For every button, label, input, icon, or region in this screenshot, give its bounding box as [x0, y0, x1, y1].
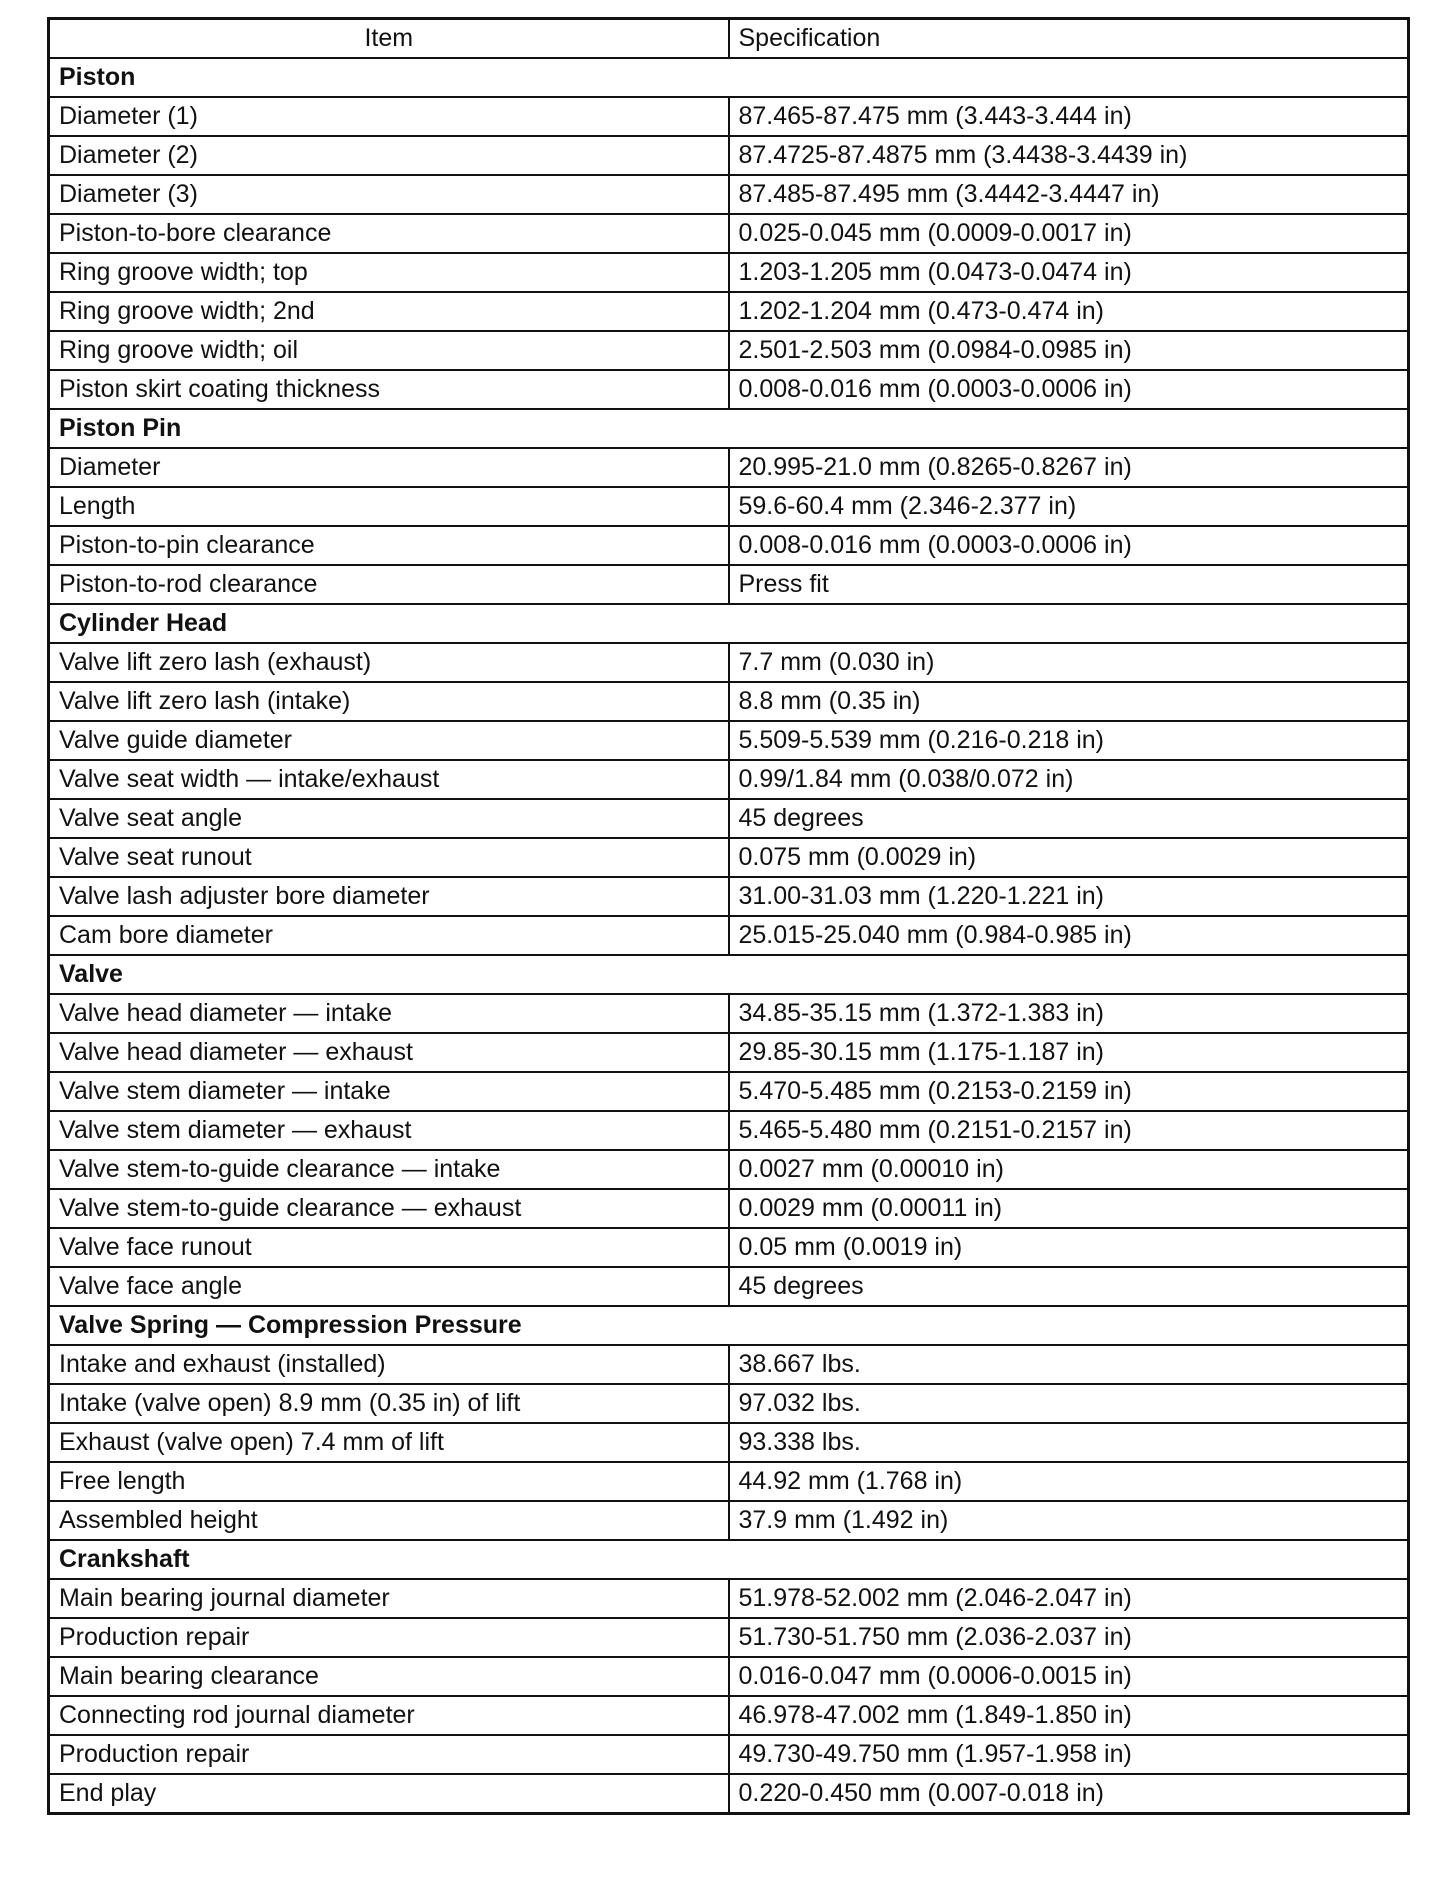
- header-row: [49, 19, 1409, 59]
- item-cell: Valve lift zero lash (exhaust): [49, 643, 729, 682]
- specification-cell: 2.501-2.503 mm (0.0984-0.0985 in): [729, 331, 1409, 370]
- specification-table: [47, 17, 1410, 1815]
- specification-cell: 97.032 lbs.: [729, 1384, 1409, 1423]
- section-row: [49, 409, 1409, 448]
- table-row: [49, 97, 1409, 136]
- section-heading: Piston Pin: [49, 409, 1409, 448]
- table-row: [49, 760, 1409, 799]
- specification-cell: 37.9 mm (1.492 in): [729, 1501, 1409, 1540]
- item-cell: Piston-to-pin clearance: [49, 526, 729, 565]
- item-cell: Connecting rod journal diameter: [49, 1696, 729, 1735]
- table-row: [49, 838, 1409, 877]
- item-cell: Valve stem-to-guide clearance — exhaust: [49, 1189, 729, 1228]
- table-row: [49, 1111, 1409, 1150]
- table-row: [49, 1579, 1409, 1618]
- section-heading: Valve Spring — Compression Pressure: [49, 1306, 1409, 1345]
- table-row: [49, 136, 1409, 175]
- item-cell: Free length: [49, 1462, 729, 1501]
- table-row: [49, 1423, 1409, 1462]
- item-cell: Diameter (1): [49, 97, 729, 136]
- specification-cell: 1.203-1.205 mm (0.0473-0.0474 in): [729, 253, 1409, 292]
- item-cell: Intake (valve open) 8.9 mm (0.35 in) of lift: [49, 1384, 729, 1423]
- specification-cell: 31.00-31.03 mm (1.220-1.221 in): [729, 877, 1409, 916]
- item-cell: Valve face runout: [49, 1228, 729, 1267]
- specification-cell: 25.015-25.040 mm (0.984-0.985 in): [729, 916, 1409, 955]
- table-row: [49, 331, 1409, 370]
- section-heading: Cylinder Head: [49, 604, 1409, 643]
- item-cell: Piston-to-rod clearance: [49, 565, 729, 604]
- section-row: [49, 1306, 1409, 1345]
- table-row: [49, 1267, 1409, 1306]
- table-header: [49, 19, 1409, 59]
- specification-cell: 1.202-1.204 mm (0.473-0.474 in): [729, 292, 1409, 331]
- table-body: [49, 58, 1409, 1814]
- table-row: [49, 526, 1409, 565]
- specification-cell: 0.99/1.84 mm (0.038/0.072 in): [729, 760, 1409, 799]
- specification-cell: 38.667 lbs.: [729, 1345, 1409, 1384]
- table-row: [49, 1228, 1409, 1267]
- table-row: [49, 1033, 1409, 1072]
- table-row: [49, 994, 1409, 1033]
- table-row: [49, 448, 1409, 487]
- specification-cell: 51.730-51.750 mm (2.036-2.037 in): [729, 1618, 1409, 1657]
- section-row: [49, 955, 1409, 994]
- table-row: [49, 1735, 1409, 1774]
- item-cell: Exhaust (valve open) 7.4 mm of lift: [49, 1423, 729, 1462]
- header-specification: Specification: [729, 19, 1409, 59]
- table-row: [49, 1501, 1409, 1540]
- item-cell: Ring groove width; oil: [49, 331, 729, 370]
- table-row: [49, 1072, 1409, 1111]
- section-heading: Piston: [49, 58, 1409, 97]
- item-cell: Ring groove width; 2nd: [49, 292, 729, 331]
- item-cell: Diameter (2): [49, 136, 729, 175]
- item-cell: Diameter (3): [49, 175, 729, 214]
- item-cell: Valve head diameter — intake: [49, 994, 729, 1033]
- table-row: [49, 877, 1409, 916]
- table-row: [49, 721, 1409, 760]
- specification-cell: 59.6-60.4 mm (2.346-2.377 in): [729, 487, 1409, 526]
- item-cell: Assembled height: [49, 1501, 729, 1540]
- item-cell: Valve seat angle: [49, 799, 729, 838]
- specification-cell: 46.978-47.002 mm (1.849-1.850 in): [729, 1696, 1409, 1735]
- specification-cell: 0.008-0.016 mm (0.0003-0.0006 in): [729, 370, 1409, 409]
- item-cell: Piston skirt coating thickness: [49, 370, 729, 409]
- header-item: Item: [49, 19, 729, 59]
- item-cell: Valve lash adjuster bore diameter: [49, 877, 729, 916]
- item-cell: Cam bore diameter: [49, 916, 729, 955]
- item-cell: Valve head diameter — exhaust: [49, 1033, 729, 1072]
- item-cell: Production repair: [49, 1735, 729, 1774]
- table-row: [49, 682, 1409, 721]
- section-heading: Crankshaft: [49, 1540, 1409, 1579]
- specification-cell: 0.016-0.047 mm (0.0006-0.0015 in): [729, 1657, 1409, 1696]
- item-cell: Diameter: [49, 448, 729, 487]
- specification-cell: 87.485-87.495 mm (3.4442-3.4447 in): [729, 175, 1409, 214]
- table-row: [49, 799, 1409, 838]
- section-heading: Valve: [49, 955, 1409, 994]
- specification-cell: 51.978-52.002 mm (2.046-2.047 in): [729, 1579, 1409, 1618]
- table-row: [49, 253, 1409, 292]
- specification-cell: 87.465-87.475 mm (3.443-3.444 in): [729, 97, 1409, 136]
- section-row: [49, 58, 1409, 97]
- item-cell: Valve stem diameter — intake: [49, 1072, 729, 1111]
- item-cell: Main bearing journal diameter: [49, 1579, 729, 1618]
- table-row: [49, 1657, 1409, 1696]
- item-cell: Production repair: [49, 1618, 729, 1657]
- table-row: [49, 175, 1409, 214]
- specification-cell: 7.7 mm (0.030 in): [729, 643, 1409, 682]
- section-row: [49, 604, 1409, 643]
- item-cell: Intake and exhaust (installed): [49, 1345, 729, 1384]
- specification-cell: 0.0029 mm (0.00011 in): [729, 1189, 1409, 1228]
- specification-cell: 29.85-30.15 mm (1.175-1.187 in): [729, 1033, 1409, 1072]
- item-cell: End play: [49, 1774, 729, 1814]
- specification-cell: 0.0027 mm (0.00010 in): [729, 1150, 1409, 1189]
- item-cell: Valve stem diameter — exhaust: [49, 1111, 729, 1150]
- table-row: [49, 643, 1409, 682]
- table-row: [49, 1774, 1409, 1814]
- item-cell: Valve seat width — intake/exhaust: [49, 760, 729, 799]
- specification-cell: 44.92 mm (1.768 in): [729, 1462, 1409, 1501]
- item-cell: Ring groove width; top: [49, 253, 729, 292]
- specification-cell: 87.4725-87.4875 mm (3.4438-3.4439 in): [729, 136, 1409, 175]
- specification-cell: 0.220-0.450 mm (0.007-0.018 in): [729, 1774, 1409, 1814]
- table-row: [49, 1345, 1409, 1384]
- specification-cell: 0.008-0.016 mm (0.0003-0.0006 in): [729, 526, 1409, 565]
- specification-cell: 0.05 mm (0.0019 in): [729, 1228, 1409, 1267]
- item-cell: Length: [49, 487, 729, 526]
- specification-cell: 8.8 mm (0.35 in): [729, 682, 1409, 721]
- item-cell: Main bearing clearance: [49, 1657, 729, 1696]
- table-row: [49, 1618, 1409, 1657]
- specification-cell: 5.470-5.485 mm (0.2153-0.2159 in): [729, 1072, 1409, 1111]
- section-row: [49, 1540, 1409, 1579]
- table-row: [49, 487, 1409, 526]
- table-row: [49, 565, 1409, 604]
- table-row: [49, 1462, 1409, 1501]
- table-row: [49, 214, 1409, 253]
- item-cell: Valve face angle: [49, 1267, 729, 1306]
- table-row: [49, 292, 1409, 331]
- item-cell: Piston-to-bore clearance: [49, 214, 729, 253]
- table-row: [49, 1696, 1409, 1735]
- specification-cell: 93.338 lbs.: [729, 1423, 1409, 1462]
- specification-cell: 49.730-49.750 mm (1.957-1.958 in): [729, 1735, 1409, 1774]
- specification-cell: 34.85-35.15 mm (1.372-1.383 in): [729, 994, 1409, 1033]
- item-cell: Valve lift zero lash (intake): [49, 682, 729, 721]
- specification-cell: 5.509-5.539 mm (0.216-0.218 in): [729, 721, 1409, 760]
- specification-cell: 45 degrees: [729, 799, 1409, 838]
- specification-cell: 20.995-21.0 mm (0.8265-0.8267 in): [729, 448, 1409, 487]
- item-cell: Valve seat runout: [49, 838, 729, 877]
- specification-cell: Press fit: [729, 565, 1409, 604]
- table-row: [49, 1384, 1409, 1423]
- table-row: [49, 916, 1409, 955]
- specification-cell: 0.025-0.045 mm (0.0009-0.0017 in): [729, 214, 1409, 253]
- specification-cell: 5.465-5.480 mm (0.2151-0.2157 in): [729, 1111, 1409, 1150]
- specification-cell: 45 degrees: [729, 1267, 1409, 1306]
- item-cell: Valve guide diameter: [49, 721, 729, 760]
- specification-cell: 0.075 mm (0.0029 in): [729, 838, 1409, 877]
- table-row: [49, 1150, 1409, 1189]
- table-row: [49, 370, 1409, 409]
- item-cell: Valve stem-to-guide clearance — intake: [49, 1150, 729, 1189]
- table-row: [49, 1189, 1409, 1228]
